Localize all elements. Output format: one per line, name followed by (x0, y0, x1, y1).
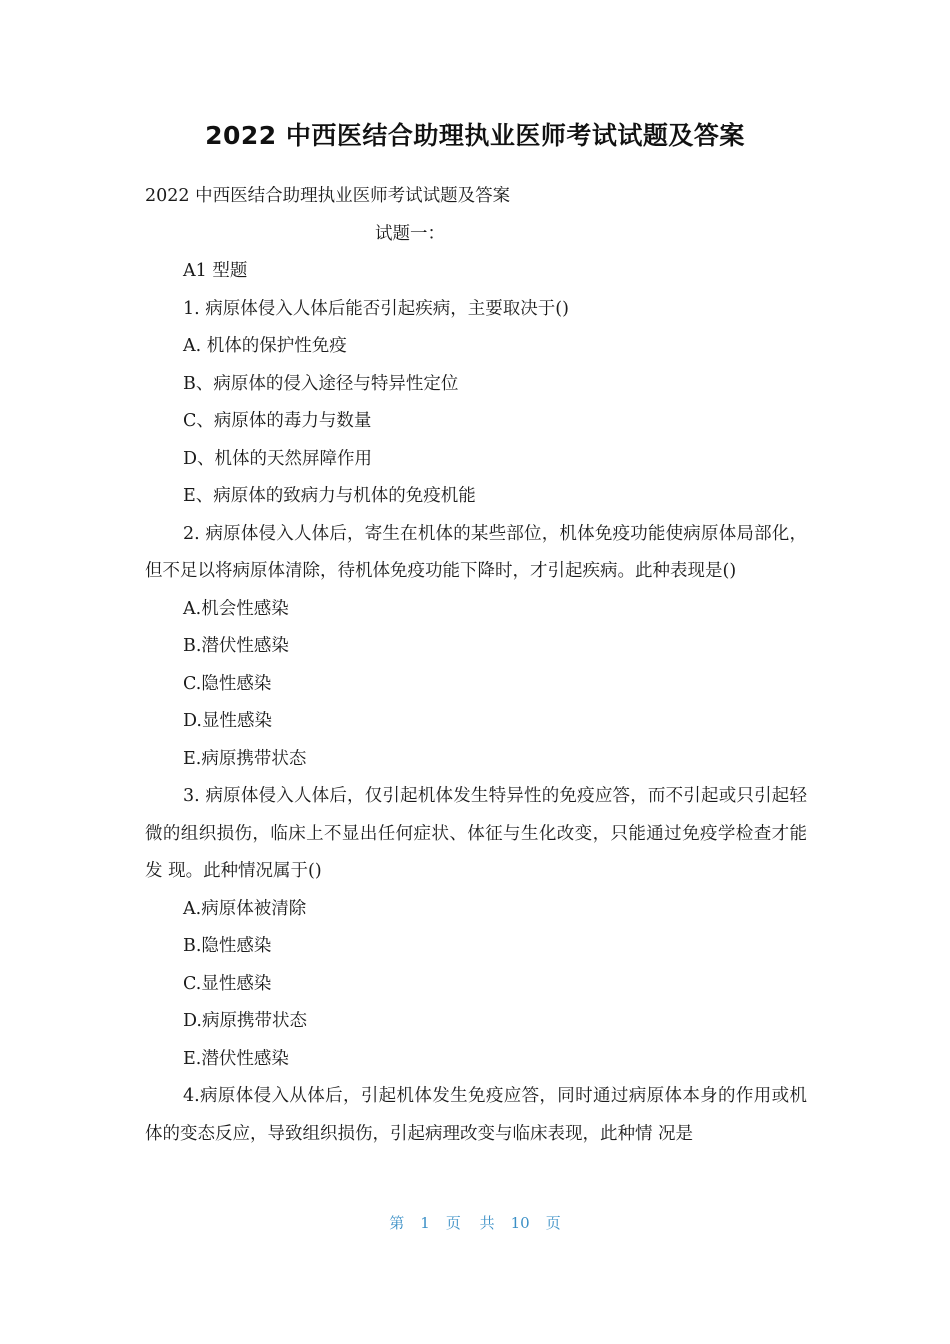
question-3-option-d: D.病原携带状态 (183, 1011, 307, 1031)
footer-page-suffix: 页 (545, 1214, 561, 1232)
question-2-option-a: A.机会性感染 (183, 598, 289, 619)
document-subtitle: 2022 中西医结合助理执业医师考试试题及答案 (145, 186, 511, 206)
question-2-option-c: C.隐性感染 (183, 673, 272, 694)
question-3-option-c: C.显性感染 (183, 973, 272, 994)
question-1-option-d: D、机体的天然屏障作用 (183, 448, 373, 469)
question-4-stem: 4.病原体侵入从体后，引起机体发生免疫应答，同时通过病原体本身的作用或机体的变态反应，导致组织损伤，引起病理改变与临床表现，此种情 况是 (145, 1086, 807, 1144)
question-1-stem: 1. 病原体侵入人体后能否引起疾病，主要取决于() (183, 298, 569, 319)
question-3-option-b: B.隐性感染 (183, 936, 272, 956)
document-title: 2022 中西医结合助理执业医师考试试题及答案 (205, 121, 745, 150)
section-heading: 试题一： (375, 223, 445, 244)
question-3-stem: 3. 病原体侵入人体后，仅引起机体发生特异性的免疫应答，而不引起或只引起轻微的组织损伤，临床上不显出任何症状、体征与生化改变，只能通过免疫学检查才能发 现。此种情况属于() (145, 786, 807, 881)
question-2-option-e: E.病原携带状态 (183, 748, 307, 769)
page-footer (0, 1212, 950, 1233)
footer-page-prefix: 第 (389, 1214, 405, 1232)
question-2-option-d: D.显性感染 (183, 711, 272, 731)
question-1-option-b: B、病原体的侵入途径与特异性定位 (183, 373, 459, 394)
question-2-option-b: B.潜伏性感染 (183, 636, 289, 656)
question-type-label: A1 型题 (183, 261, 248, 281)
question-1-option-a: A. 机体的保护性免疫 (183, 336, 347, 356)
question-1-option-c: C、病原体的毒力与数量 (183, 411, 372, 431)
question-2-stem: 2. 病原体侵入人体后，寄生在机体的某些部位，机体免疫功能使病原体局部化，但不足以将病原体清除，待机体免疫功能下降时，才引起疾病。此种表现是() (145, 523, 807, 581)
document-body (145, 178, 807, 1153)
question-1-option-e: E、病原体的致病力与机体的免疫机能 (183, 486, 476, 506)
footer-total-pages: 10 (510, 1214, 530, 1232)
question-3-option-a: A.病原体被清除 (183, 898, 307, 919)
footer-page-middle: 页 共 (445, 1214, 495, 1232)
question-3-option-e: E.潜伏性感染 (183, 1048, 289, 1069)
footer-page-number: 1 (420, 1214, 430, 1232)
